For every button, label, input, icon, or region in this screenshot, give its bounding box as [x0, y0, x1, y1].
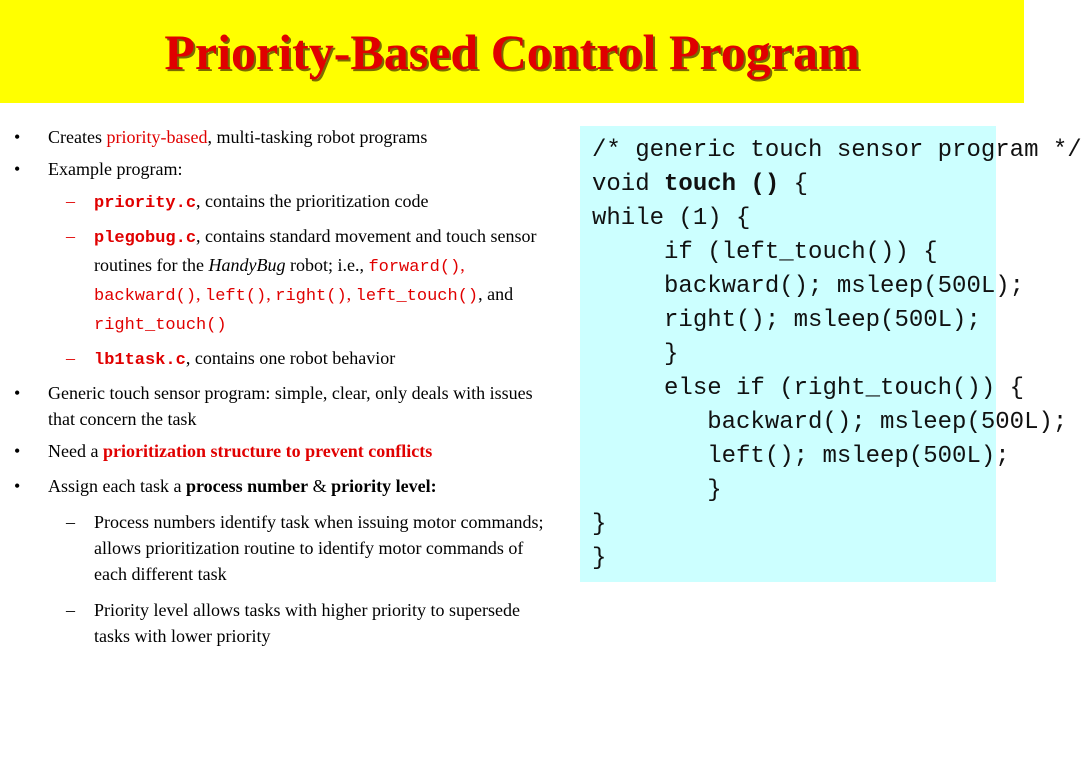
bullet-list: [0, 124, 560, 649]
code-listing: [580, 126, 1082, 582]
slide-title: Priority-Based Control Program: [164, 23, 860, 80]
code-line: void touch () {: [592, 171, 809, 198]
dash-glyph: –: [66, 226, 75, 246]
sub-priority-level: – Priority level allows tasks with higher priority to supersede tasks with lower priority: [0, 597, 560, 649]
code-line: /* generic touch sensor program */: [592, 137, 1082, 164]
code-line: if (left_touch()) {: [592, 239, 938, 266]
dash-glyph: –: [66, 600, 75, 620]
bullet-assign-task: • Assign each task a process number & priority level:: [0, 473, 560, 499]
code-text: [580, 126, 1082, 576]
code-line: left(); msleep(500L);: [592, 443, 1010, 470]
sub-plegobug-c: – plegobug.c, contains standard movement and touch sensor routines for the HandyBug robot; i.e., forward(), backward(), left(), right(), left_touch(), and right_touch(): [0, 223, 560, 339]
code-line: right(); msleep(500L);: [592, 307, 981, 334]
sub-process-numbers: – Process numbers identify task when issuing motor commands; allows prioritization routine to identify motor commands of each different task: [0, 509, 560, 587]
dash-glyph: –: [66, 191, 75, 211]
code-line: while (1) {: [592, 205, 751, 232]
bullet-glyph: •: [14, 476, 21, 496]
sub-priority-c: – priority.c, contains the prioritization code: [0, 188, 560, 217]
code-line: else if (right_touch()) {: [592, 375, 1025, 402]
bullet-glyph: •: [14, 159, 21, 179]
code-line: backward(); msleep(500L);: [592, 273, 1025, 300]
code-line: }: [592, 511, 607, 538]
bullet-need-prioritization: • Need a prioritization structure to prevent conflicts: [0, 438, 560, 464]
bullet-glyph: •: [14, 441, 21, 461]
bullet-example: • Example program:: [0, 156, 560, 182]
bullet-creates: • Creates priority-based, multi-tasking robot programs: [0, 124, 560, 150]
title-bar: [0, 0, 1024, 103]
bullet-generic-touch: • Generic touch sensor program: simple, clear, only deals with issues that concern the task: [0, 380, 560, 432]
dash-glyph: –: [66, 348, 75, 368]
code-line: }: [592, 341, 679, 368]
sub-lb1task-c: – lb1task.c, contains one robot behavior: [0, 345, 560, 374]
bullet-glyph: •: [14, 383, 21, 403]
code-line: }: [592, 477, 722, 504]
code-line: }: [592, 545, 607, 572]
code-line: backward(); msleep(500L);: [592, 409, 1068, 436]
bullet-glyph: •: [14, 127, 21, 147]
dash-glyph: –: [66, 512, 75, 532]
